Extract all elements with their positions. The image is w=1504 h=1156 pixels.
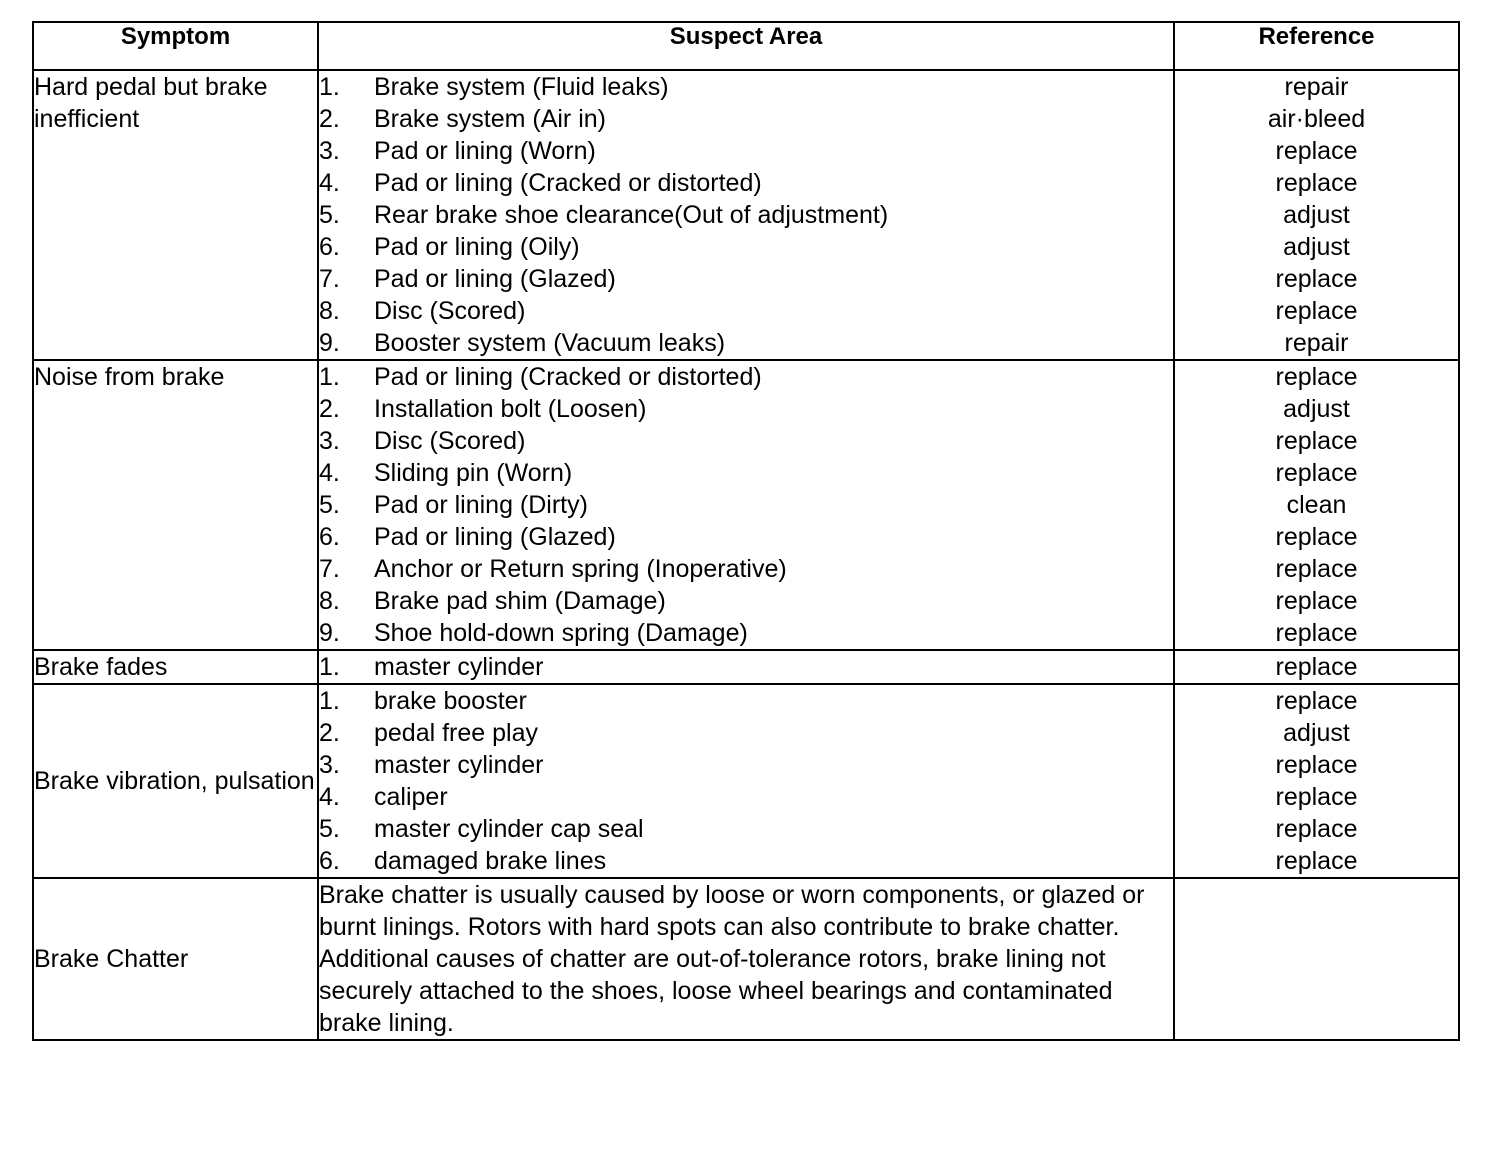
item-number: 4. (319, 783, 340, 811)
item-text: Pad or lining (Cracked or distorted) (374, 363, 762, 391)
header-reference: Reference (1174, 22, 1459, 70)
reference-item: replace (1275, 687, 1358, 715)
table-row (33, 650, 1459, 684)
item-text: Pad or lining (Worn) (374, 137, 596, 165)
suspect-item (319, 231, 1173, 263)
suspect-item (319, 167, 1173, 199)
reference-item: replace (1275, 169, 1358, 197)
item-number: 3. (319, 427, 340, 455)
item-text: damaged brake lines (374, 847, 607, 875)
item-number: 1. (319, 73, 340, 101)
suspect-item (319, 617, 1173, 649)
item-text: master cylinder cap seal (374, 815, 644, 843)
reference-cell (1174, 684, 1459, 878)
suspect-item (319, 71, 1173, 103)
header-symptom: Symptom (33, 22, 318, 70)
symptom-cell: Noise from brake (33, 360, 318, 650)
item-text: Pad or lining (Cracked or distorted) (374, 169, 762, 197)
item-text: Rear brake shoe clearance(Out of adjustment) (374, 201, 889, 229)
reference-item: replace (1275, 265, 1358, 293)
suspect-item (319, 103, 1173, 135)
item-number: 1. (319, 363, 340, 391)
item-number: 8. (319, 587, 340, 615)
suspect-item (319, 521, 1173, 553)
suspect-item (319, 199, 1173, 231)
reference-item: replace (1275, 427, 1358, 455)
reference-item: replace (1275, 619, 1358, 647)
suspect-item (319, 295, 1173, 327)
reference-item: adjust (1283, 719, 1350, 747)
item-number: 6. (319, 233, 340, 261)
suspect-area-cell (318, 650, 1174, 684)
reference-item: replace (1275, 555, 1358, 583)
reference-item: replace (1275, 653, 1358, 681)
item-number: 3. (319, 137, 340, 165)
reference-item: replace (1275, 751, 1358, 779)
item-number: 6. (319, 847, 340, 875)
suspect-item (319, 749, 1173, 781)
suspect-item (319, 135, 1173, 167)
item-text: master cylinder (374, 751, 544, 779)
brake-troubleshooting-table (32, 21, 1460, 1041)
suspect-area-cell (318, 360, 1174, 650)
item-number: 2. (319, 719, 340, 747)
suspect-item (319, 845, 1173, 877)
item-text: Anchor or Return spring (Inoperative) (374, 555, 787, 583)
item-number: 4. (319, 459, 340, 487)
item-text: brake booster (374, 687, 527, 715)
chatter-description: Brake chatter is usually caused by loose or worn components, or glazed or burnt linings. Rotors with hard spots can also contribute to brake chatter. Additional causes of chatter are out-of-tolerance rotors, brake lining not securely attached to the shoes, loose wheel bearings and contaminated brake lining. (318, 878, 1174, 1040)
reference-cell (1174, 650, 1459, 684)
reference-item: replace (1275, 137, 1358, 165)
item-text: Pad or lining (Dirty) (374, 491, 588, 519)
suspect-item (319, 489, 1173, 521)
item-number: 1. (319, 653, 340, 681)
reference-item: air·bleed (1267, 105, 1366, 133)
item-number: 3. (319, 751, 340, 779)
reference-item: replace (1275, 587, 1358, 615)
reference-cell (1174, 360, 1459, 650)
suspect-item (319, 813, 1173, 845)
item-number: 9. (319, 329, 340, 357)
symptom-cell: Brake vibration, pulsation (33, 684, 318, 878)
item-number: 2. (319, 395, 340, 423)
item-text: Pad or lining (Glazed) (374, 523, 616, 551)
reference-item: replace (1275, 523, 1358, 551)
reference-item: adjust (1283, 233, 1350, 261)
suspect-item (319, 327, 1173, 359)
reference-item: adjust (1283, 395, 1350, 423)
item-text: Installation bolt (Loosen) (374, 395, 647, 423)
table-body (33, 70, 1459, 1040)
suspect-area-cell (318, 684, 1174, 878)
item-text: Brake system (Fluid leaks) (374, 73, 669, 101)
item-text: Disc (Scored) (374, 297, 526, 325)
item-number: 5. (319, 491, 340, 519)
suspect-item (319, 361, 1173, 393)
item-text: Disc (Scored) (374, 427, 526, 455)
item-text: caliper (374, 783, 448, 811)
suspect-area-cell (318, 70, 1174, 360)
reference-item: repair (1284, 329, 1349, 357)
suspect-item (319, 651, 1173, 683)
table-row (33, 70, 1459, 360)
suspect-item (319, 717, 1173, 749)
suspect-item (319, 585, 1173, 617)
reference-item: replace (1275, 847, 1358, 875)
reference-item: replace (1275, 815, 1358, 843)
reference-item: repair (1284, 73, 1349, 101)
item-text: Brake system (Air in) (374, 105, 606, 133)
suspect-item (319, 553, 1173, 585)
header-row (33, 22, 1459, 70)
reference-item: replace (1275, 783, 1358, 811)
item-text: Brake pad shim (Damage) (374, 587, 666, 615)
item-number: 1. (319, 687, 340, 715)
header-suspect-area: Suspect Area (318, 22, 1174, 70)
item-number: 5. (319, 815, 340, 843)
table-row (33, 878, 1459, 1040)
reference-item: replace (1275, 459, 1358, 487)
item-number: 9. (319, 619, 340, 647)
suspect-item (319, 457, 1173, 489)
item-number: 7. (319, 555, 340, 583)
suspect-item (319, 781, 1173, 813)
reference-cell (1174, 878, 1459, 1040)
reference-cell (1174, 70, 1459, 360)
item-text: Sliding pin (Worn) (374, 459, 573, 487)
item-number: 8. (319, 297, 340, 325)
reference-item: replace (1275, 363, 1358, 391)
item-number: 5. (319, 201, 340, 229)
item-number: 7. (319, 265, 340, 293)
reference-item: adjust (1283, 201, 1350, 229)
table-row (33, 684, 1459, 878)
suspect-item (319, 393, 1173, 425)
symptom-cell: Brake fades (33, 650, 318, 684)
symptom-cell: Brake Chatter (33, 878, 318, 1040)
symptom-cell: Hard pedal but brake inefficient (33, 70, 318, 360)
item-number: 4. (319, 169, 340, 197)
reference-item: clean (1286, 491, 1347, 519)
item-text: Shoe hold-down spring (Damage) (374, 619, 748, 647)
table-row (33, 360, 1459, 650)
reference-item: replace (1275, 297, 1358, 325)
item-text: master cylinder (374, 653, 544, 681)
item-text: Pad or lining (Glazed) (374, 265, 616, 293)
suspect-item (319, 425, 1173, 457)
item-text: pedal free play (374, 719, 539, 747)
item-text: Booster system (Vacuum leaks) (374, 329, 726, 357)
item-text: Pad or lining (Oily) (374, 233, 580, 261)
suspect-item (319, 685, 1173, 717)
item-number: 2. (319, 105, 340, 133)
suspect-item (319, 263, 1173, 295)
item-number: 6. (319, 523, 340, 551)
